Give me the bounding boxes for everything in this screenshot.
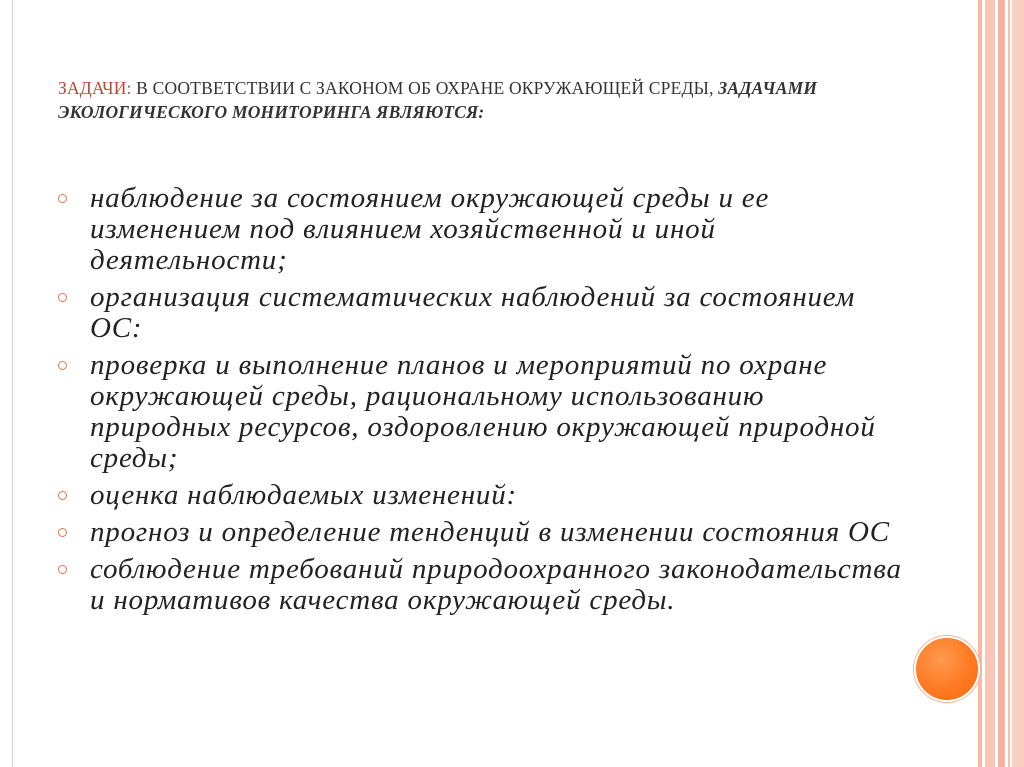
slide-title: [58, 76, 818, 124]
list-item-text: наблюдение за состоянием окружающей среды и ее изменением под влиянием хозяйственной и иной деятельности;: [90, 182, 770, 276]
circle-bullet-icon: [58, 528, 67, 537]
circle-bullet-icon: [58, 194, 67, 203]
orange-circle-decoration: [914, 636, 980, 702]
list-item-text: проверка и выполнение планов и мероприятий по охране окружающей среды, рациональному использованию природных ресурсов, оздоровлению окружающей природной среды;: [90, 349, 876, 474]
right-decor-stripe: [985, 0, 995, 767]
right-decor-stripe: [998, 0, 1005, 767]
list-item: [58, 282, 908, 344]
list-item: [58, 183, 908, 276]
circle-bullet-icon: [58, 565, 67, 574]
list-item: [58, 517, 908, 548]
list-item-text: прогноз и определение тенденций в изменении состояния ОС: [90, 516, 890, 548]
right-decor-stripe: [1012, 0, 1024, 767]
list-item-text: оценка наблюдаемых изменений:: [90, 479, 517, 511]
title-middle: В СООТВЕТСТВИИ С ЗАКОНОМ ОБ ОХРАНЕ ОКРУЖАЮЩЕЙ СРЕДЫ,: [131, 78, 719, 98]
list-item: [58, 480, 908, 511]
list-item-text: организация систематических наблюдений за состоянием ОС:: [90, 281, 856, 344]
left-border-line: [12, 0, 13, 767]
circle-bullet-icon: [58, 293, 67, 302]
right-decor-stripe: [978, 0, 982, 767]
list-item: [58, 554, 908, 616]
list-item: [58, 350, 908, 474]
title-emphasis: ЗАДАЧАМИ ЭКОЛОГИЧЕСКОГО МОНИТОРИНГА ЯВЛЯЮТСЯ:: [58, 78, 818, 122]
right-decor-stripe: [1008, 0, 1010, 767]
list-item-text: соблюдение требований природоохранного законодательства и нормативов качества окружающей среды.: [90, 553, 902, 616]
title-prefix: ЗАДАЧИ:: [58, 78, 132, 98]
circle-bullet-icon: [58, 361, 67, 370]
task-list: [58, 183, 908, 622]
circle-bullet-icon: [58, 491, 67, 500]
